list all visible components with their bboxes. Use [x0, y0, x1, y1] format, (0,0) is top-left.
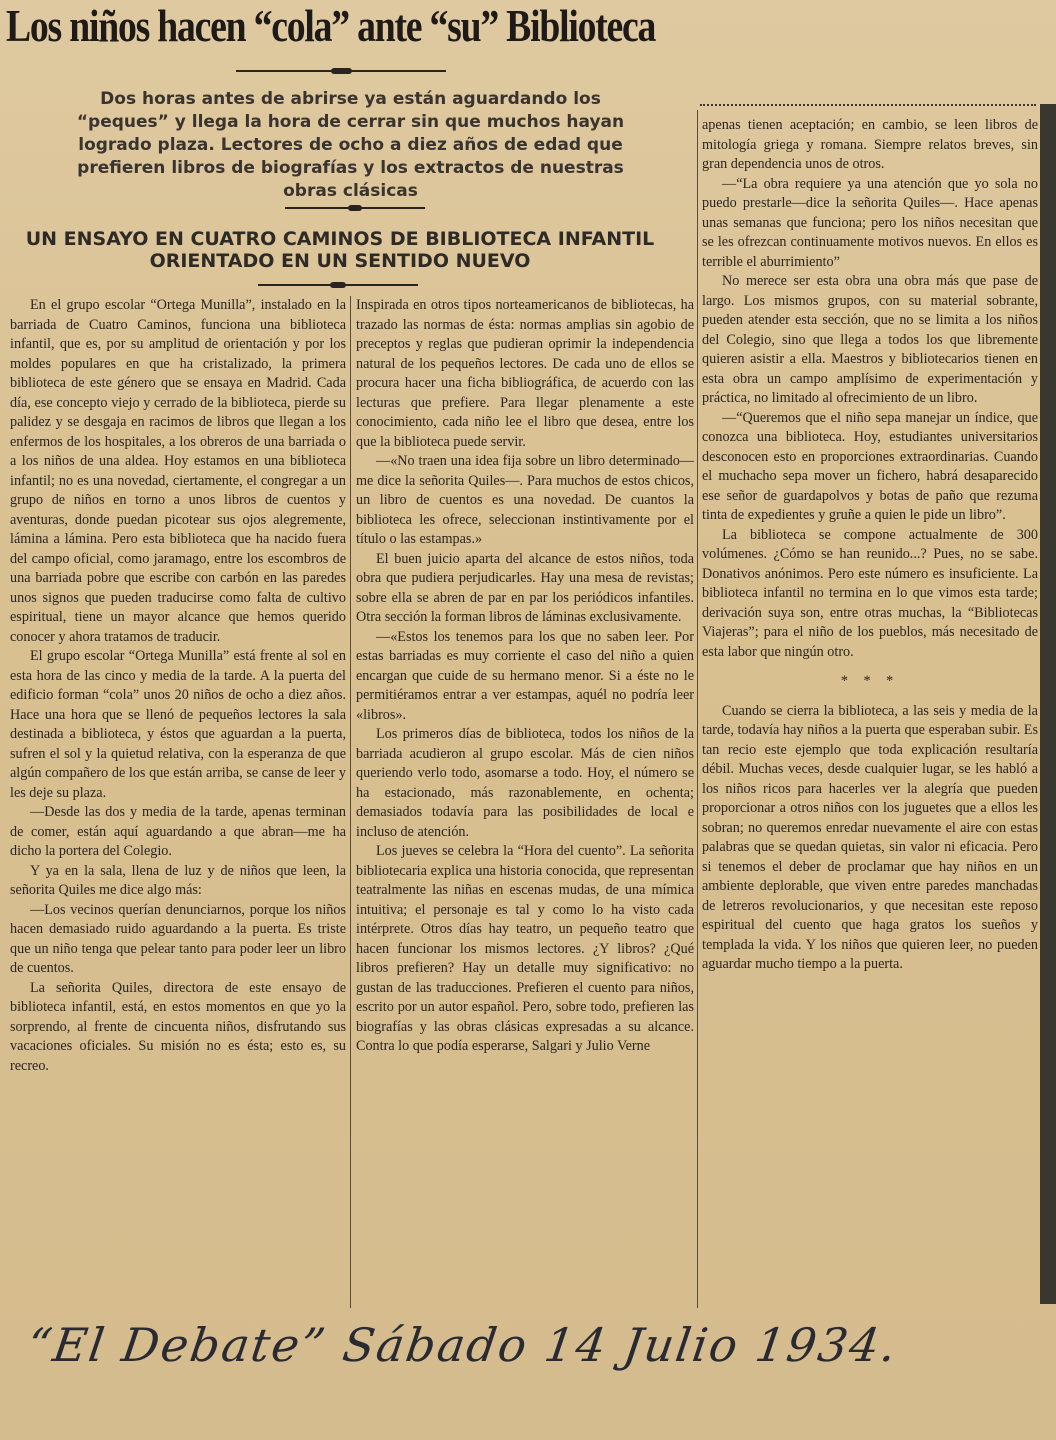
paragraph: La biblioteca se compone actualmente de 300 volúmenes. ¿Cómo se han reunido...? Pues, no se sabe. Donativos anónimos. Pero este número es insuficiente. La biblioteca infantil no termina en lo que vimos esta tarde; derivación suya son, entre otras muchas, la “Bibliotecas Viajeras”; para el niño de los pueblos, más necesitado de esta labor que ningún otro.	[702, 526, 1038, 660]
column-top-rule	[700, 104, 1036, 106]
paragraph: El grupo escolar “Ortega Munilla” está frente al sol en esta hora de las cinco y media de la tarde. A la puerta del edificio forman “cola” unos 20 niños de ocho a diez años. Hace una hora que se llenó de pequeños lectores la sala destinada a biblioteca, y éstos que aguardan a la puerta, sufren el sol y la quietud relativa, con la esperanza de que algún compañero de los que están arriba, se canse de leer y les deje su plaza.	[10, 648, 346, 801]
paragraph: —“La obra requiere ya una atención que yo sola no puedo prestarle—dice la señorita Quiles—. Hace apenas unas semanas que funciona; pero los niños necesitan que se les ofrezcan continuamente motivos nuevos. En ellos es terrible el aburrimiento”	[702, 175, 1038, 270]
paragraph: —Desde las dos y media de la tarde, apenas terminan de comer, están aquí aguardando a que abran—me ha dicho la portera del Colegio.	[10, 804, 346, 859]
column-1	[10, 296, 346, 1312]
column-divider	[697, 110, 698, 1308]
paragraph: —“Queremos que el niño sepa manejar un índice, que conozca una biblioteca. Hoy, estudiantes universitarios desconocen esto en proporciones extraordinarias. Cuando el muchacho sepa mover un fichero, habrá desaparecido ese señor de guardapolvos y botas de paño que rezuma tinta de expedientes y gruñe a quien le pide un libro”.	[702, 409, 1038, 523]
paragraph: Inspirada en otros tipos norteamericanos de bibliotecas, ha trazado las normas de ésta: normas amplias sin agobio de preceptos y reglas que pudieran oprimir la independencia natural de los pequeños lectores. De cada uno de ellos se procura hacer una ficha bibliográfica, de acuerdo con las lecturas que prefiere. Para llegar plenamente a este conocimiento, cada niño lee el libro que desea, entre los que la biblioteca puede servir.	[356, 297, 694, 450]
paragraph: La señorita Quiles, directora de este ensayo de biblioteca infantil, está, en estos momentos en que yo la sorprendo, al frente de cincuenta niños, disfrutando sus vacaciones oficiales. Su misión no es ésta; esto es, su recreo.	[10, 979, 346, 1074]
subtitle-ornament	[285, 207, 425, 209]
article-headline: UN ENSAYO EN CUATRO CAMINOS DE BIBLIOTECA INFANTIL ORIENTADO EN UN SENTIDO NUEVO	[25, 228, 655, 272]
paragraph: —«Estos los tenemos para los que no saben leer. Por estas barriadas es muy corriente el caso del niño a quien encargan que cuide de su hermano menor. Si a éste no le permitiéramos entrar a ver estampas, aquél no podría leer «libros».	[356, 628, 694, 723]
title-ornament	[236, 70, 446, 72]
paragraph: Cuando se cierra la biblioteca, a las seis y media de la tarde, todavía hay niños a la puerta que esperaban subir. Es tan recio este ejemplo que toda explicación resultaría débil. Muchas veces, desde cualquier lugar, se les habló a los niños ricos para hacerles ver la alegría que pueden proporcionar a otros niños con los juguetes que a ellos les sobran; no queremos enredar nuevamente el aire con estas palabras que se quedan quietas, sin valor ni eficacia. Pero si tenemos el deber de proclamar que hay niños en un ambiente deplorable, que viven entre paredes manchadas de letreros revolucionarios, y que necesitan este reposo espiritual del cuento que haga gratos los sueños y templada la vida. Y los niños que quieren leer, no pueden aguardar mucho tiempo a la puerta.	[702, 702, 1038, 972]
article-subtitle: Dos horas antes de abrirse ya están aguardando los “peques” y llega la hora de cerrar sin que muchos hayan logrado plaza. Lectores de ocho a diez años de edad que prefieren libros de biografías y los extractos de nuestras obras clásicas	[76, 89, 625, 201]
handwritten-annotation: “El Debate” Sábado 14 Julio 1934.	[24, 1318, 902, 1372]
paragraph: Y ya en la sala, llena de luz y de niños que leen, la señorita Quiles me dice algo más:	[10, 862, 346, 898]
section-separator: * * *	[840, 673, 900, 689]
column-divider	[350, 296, 351, 1308]
paragraph: —«No traen una idea fija sobre un libro determinado—me dice la señorita Quiles—. Para muchos de estos chicos, un libro de cuentos es una novedad. De cuantos la biblioteca les ofrece, seleccionan instintivamente por el título o las estampas.»	[356, 453, 694, 547]
paragraph: No merece ser esta obra una obra más que pase de largo. Los mismos grupos, con su material sobrante, pueden atender esta sección, que no se limita a los niños del Colegio, sino que llega a todos los que libremente quieren asistir a ella. Maestros y bibliotecarios tienen en esta obra un campo amplísimo de experimentación y práctica, no limitado al ofrecimiento de un libro.	[702, 273, 1038, 406]
paragraph: Los primeros días de biblioteca, todos los niños de la barriada acudieron al grupo escolar. Más de cien niños queriendo verlo todo, asomarse a todo. Hoy, el número se ha estacionado, más razonablemente, en ochenta; demasiados todavía para las posibilidades de local e incluso de atención.	[356, 726, 694, 840]
paragraph: Los jueves se celebra la “Hora del cuento”. La señorita bibliotecaria explica una historia conocida, que representan teatralmente las niñas en escenas mudas, de una mímica intuitiva; el personaje es tal y como lo ha visto cada intérprete. Otros días hay teatro, un pequeño teatro que hacen funcionar los mismos lectores. ¿Y libros? ¿Qué libros prefieren? Hay un detalle muy significativo: no gustan de las traducciones. Prefieren el cuento para niños, escrito por un autor español. Pero, sobre todo, prefieren las biografías y las obras clásicas expresadas a su alcance. Contra lo que podía esperarse, Salgari y Julio Verne	[356, 843, 694, 1054]
paragraph: En el grupo escolar “Ortega Munilla”, instalado en la barriada de Cuatro Caminos, funciona una biblioteca infantil, que es, por su amplitud de orientación y por los moldes populares en que ha cristalizado, la primera biblioteca de este género que se ensaya en Madrid. Cada día, ese concepto viejo y cerrado de la biblioteca, pierde su palidez y se desgaja en racimos de libros que llegan a los enfermos de los hospitales, a los obreros de una barriada o a los niños de una aldea. Hoy estamos en una biblioteca infantil; no es una novedad, ciertamente, el congregar a un grupo de niños en torno a unos libros de cuentos y aventuras, donde puedan picotear sus ojos alegremente, lámina a lámina. Pero esta biblioteca que ha nacido fuera del campo oficial, como jaramago, entre los escombros de una barriada pobre que escribe con carbón en las paredes unos signos que pueden traducirse como falta de cultivo espiritual, tiene un mayor alcance que hemos querido conocer y ahora tratamos de traducir.	[10, 297, 346, 645]
scan-edge	[1040, 104, 1056, 1304]
article-title: Los niños hacen “cola” ante “su” Biblioteca	[6, 0, 656, 51]
column-2	[356, 296, 694, 1312]
paragraph: El buen juicio aparta del alcance de estos niños, toda obra que pudiera perjudicarles. Hay una mesa de revistas; sobre ella se abren de par en par los periódicos infantiles. Otra sección la forman libros de láminas exclusivamente.	[356, 550, 694, 625]
paragraph: apenas tienen aceptación; en cambio, se leen libros de mitología griega y romana. Siempre relatos breves, sin gran dependencia unos de otros.	[702, 117, 1038, 172]
paragraph: —Los vecinos querían denunciarnos, porque los niños hacen demasiado ruido aguardando a la puerta. Es triste que un niño tenga que pelear tanto para poder leer un libro de cuentos.	[10, 901, 346, 976]
headline-ornament	[258, 284, 418, 286]
column-3	[702, 116, 1038, 1312]
